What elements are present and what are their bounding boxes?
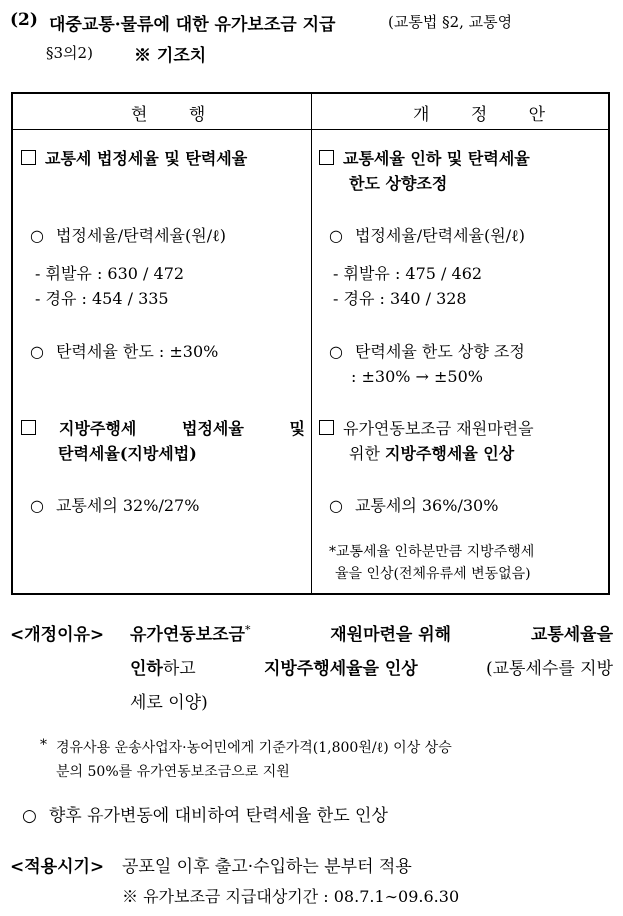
- revised-section2-title-cont: 위한 지방주행세율 인상: [349, 444, 515, 463]
- revised-section2-title: 유가연동보조금 재원마련을: [319, 417, 534, 441]
- reason-bullet: ○ 향후 유가변동에 대비하여 탄력세율 한도 인상: [22, 806, 388, 826]
- checkbox-square-icon: [21, 420, 36, 435]
- column-header-revised: 개 정 안: [413, 105, 564, 125]
- revised-section1-title-cont: 한도 상향조정: [349, 174, 448, 193]
- table-divider-vertical: [311, 94, 312, 593]
- revised-diesel-rate: - 경유 : 340 / 328: [333, 289, 467, 308]
- column-header-current: 현 행: [131, 105, 224, 125]
- legal-reference-cont: §3의2): [46, 44, 93, 62]
- status-badge: ※ 기조치: [134, 46, 207, 66]
- current-section1-title: 교통세 법정세율 및 탄력세율: [21, 147, 247, 171]
- revised-gasoline-rate: - 휘발유 : 475 / 462: [333, 264, 483, 283]
- current-flex-limit: ○ 탄력세율 한도 : ±30%: [30, 340, 218, 364]
- revised-section1-title: 교통세율 인하 및 탄력세율: [319, 147, 530, 171]
- circle-bullet-icon: ○: [30, 496, 44, 515]
- circle-bullet-icon: ○: [329, 226, 343, 245]
- table-divider-horizontal: [13, 129, 608, 130]
- current-section2-title: 지방주행세 법정세율 및: [21, 417, 305, 441]
- revised-note-cont: 율을 인상(전체유류세 변동없음): [335, 566, 531, 582]
- reason-line1: 유가연동보조금* 재원마련을 위해 교통세율을: [130, 623, 613, 645]
- footnote-line2: 분의 50%를 유가연동보조금으로 지원: [56, 764, 290, 780]
- current-gasoline-rate: - 휘발유 : 630 / 472: [35, 264, 185, 283]
- current-diesel-rate: - 경유 : 454 / 335: [35, 289, 169, 308]
- effective-text: 공포일 이후 출고·수입하는 분부터 적용: [122, 857, 412, 877]
- comparison-table: [11, 92, 610, 595]
- checkbox-square-icon: [319, 420, 334, 435]
- section-number: (2): [10, 10, 38, 30]
- circle-bullet-icon: ○: [329, 342, 343, 361]
- current-rates-label: ○ 법정세율/탄력세율(원/ℓ): [30, 224, 226, 248]
- footnote-marker: *: [40, 737, 47, 753]
- checkbox-square-icon: [319, 150, 334, 165]
- circle-bullet-icon: ○: [30, 226, 44, 245]
- revised-note: *교통세율 인하분만큼 지방주행세: [329, 544, 535, 560]
- reason-label: <개정이유>: [10, 625, 105, 645]
- current-section2-title-cont: 탄력세율(지방세법): [58, 444, 197, 463]
- current-transport-tax: ○ 교통세의 32%/27%: [30, 494, 199, 518]
- circle-bullet-icon: ○: [329, 496, 343, 515]
- circle-bullet-icon: ○: [30, 342, 44, 361]
- reason-line3: 세로 이양): [130, 693, 208, 713]
- revised-rates-label: ○ 법정세율/탄력세율(원/ℓ): [329, 224, 525, 248]
- effective-note: ※ 유가보조금 지급대상기간 : 08.7.1∼09.6.30: [122, 887, 460, 906]
- revised-transport-tax: ○ 교통세의 36%/30%: [329, 494, 498, 518]
- effective-label: <적용시기>: [10, 857, 105, 877]
- reason-line2: 인하하고 지방주행세율을 인상 (교통세수를 지방: [130, 659, 613, 679]
- legal-reference: (교통법 §2, 교통영: [388, 13, 513, 31]
- footnote-line1: 경유사용 운송사업자·농어민에게 기준가격(1,800원/ℓ) 이상 상승: [56, 740, 452, 756]
- checkbox-square-icon: [21, 150, 36, 165]
- section-title: 대중교통·물류에 대한 유가보조금 지급: [49, 15, 336, 35]
- circle-bullet-icon: ○: [22, 806, 37, 826]
- revised-flex-change: : ±30% → ±50%: [351, 367, 483, 386]
- revised-flex-limit: ○ 탄력세율 한도 상향 조정: [329, 340, 525, 364]
